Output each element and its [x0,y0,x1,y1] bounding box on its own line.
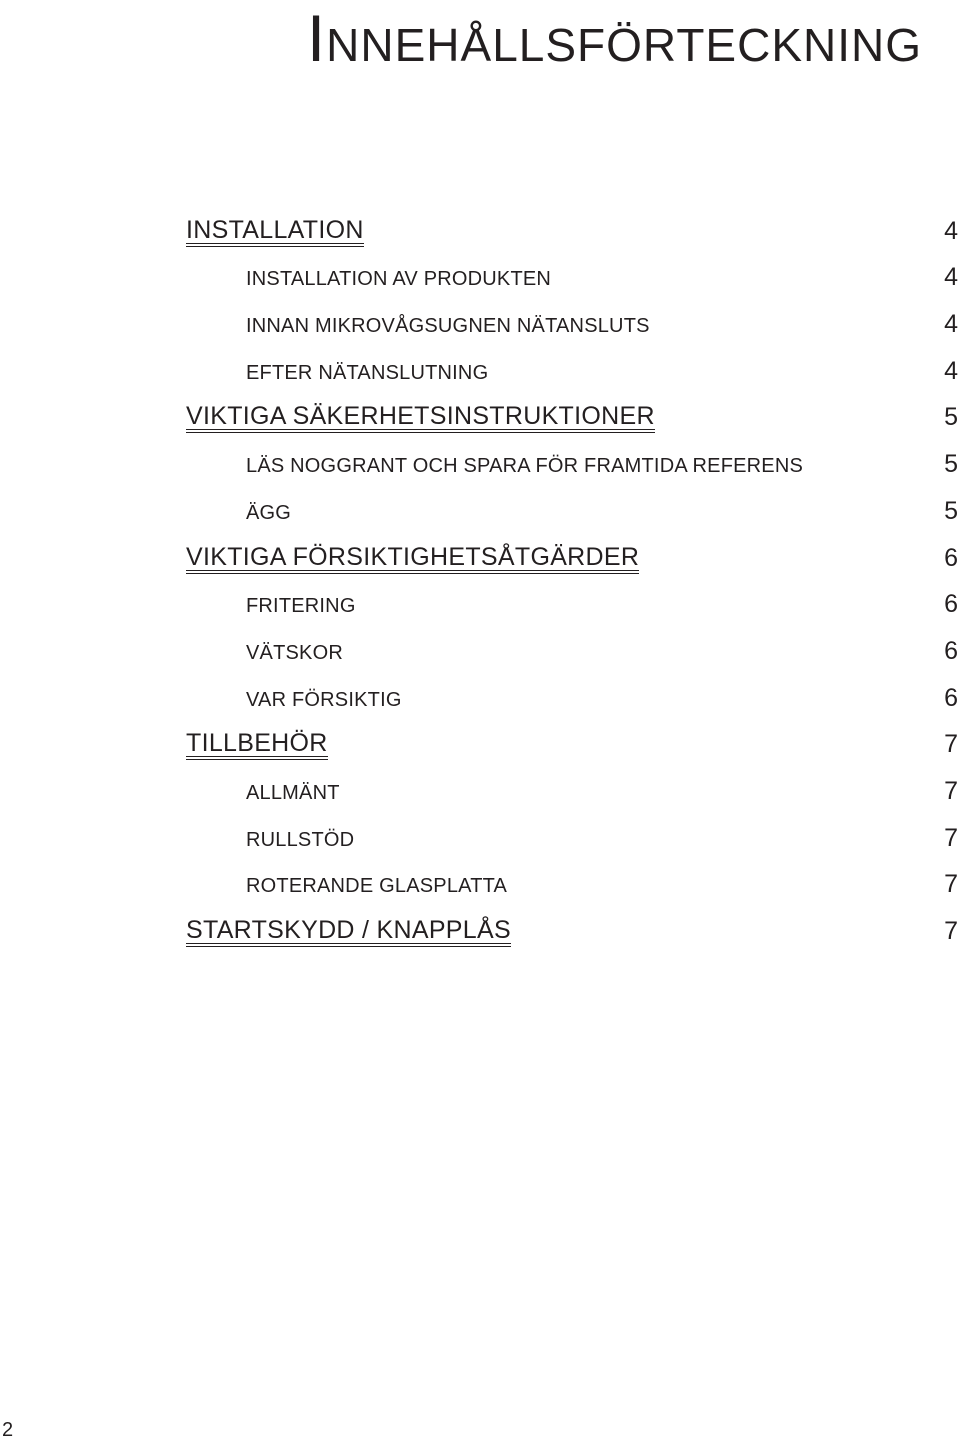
toc-entry[interactable] [186,303,958,350]
toc-page-number: 5 [944,403,958,432]
toc-page-number: 6 [944,590,958,619]
toc-entry[interactable] [186,724,958,771]
toc-page-number: 5 [944,496,958,525]
toc-entry[interactable] [186,677,958,724]
toc-subheading-label[interactable]: VAR FÖRSIKTIG [246,688,402,711]
toc-page-number: 7 [944,917,958,945]
toc-subheading-label[interactable]: ROTERANDE GLASPLATTA [246,875,508,898]
toc-page-number: 6 [944,683,958,712]
table-of-contents [186,210,958,957]
toc-page-number: 4 [944,356,958,385]
toc-subheading-label[interactable]: VÄTSKOR [246,641,343,664]
page-title: Innehållsförteckning [306,1,922,75]
toc-entry[interactable] [186,910,958,957]
toc-subheading-label[interactable]: INSTALLATION AV PRODUKTEN [246,268,552,291]
toc-entry[interactable] [186,397,958,444]
toc-page-number: 4 [944,216,958,245]
toc-entry[interactable] [186,210,958,257]
toc-entry[interactable] [186,584,958,631]
toc-page-number: 7 [944,870,958,899]
toc-subheading-label[interactable]: EFTER NÄTANSLUTNING [246,361,489,384]
toc-subheading-label[interactable]: ALLMÄNT [246,781,340,804]
toc-entry[interactable] [186,490,958,537]
toc-subheading-label[interactable]: RULLSTÖD [246,828,355,851]
toc-page-number: 4 [944,310,958,339]
toc-entry[interactable] [186,257,958,304]
page-number: 2 [2,1419,14,1441]
toc-subheading-label[interactable]: ÄGG [246,501,292,524]
toc-entry[interactable] [186,817,958,864]
toc-entry[interactable] [186,537,958,584]
toc-page-number: 6 [944,543,958,572]
toc-entry[interactable] [186,443,958,490]
toc-heading-label[interactable]: TILLBEHÖR [186,730,328,760]
toc-heading-label[interactable]: INSTALLATION [186,217,364,247]
toc-heading-label[interactable]: VIKTIGA SÄKERHETSINSTRUKTIONER [186,403,655,433]
toc-entry[interactable] [186,770,958,817]
toc-page-number: 7 [944,823,958,852]
toc-subheading-label[interactable]: FRITERING [246,595,356,618]
toc-page-number: 5 [944,450,958,479]
toc-entry[interactable] [186,630,958,677]
toc-page-number: 7 [944,776,958,805]
toc-entry[interactable] [186,350,958,397]
toc-subheading-label[interactable]: INNAN MIKROVÅGSUGNEN NÄTANSLUTS [246,315,650,338]
toc-heading-label[interactable]: VIKTIGA FÖRSIKTIGHETSÅTGÄRDER [186,544,639,574]
toc-entry[interactable] [186,864,958,911]
toc-page-number: 4 [944,263,958,292]
toc-page-number: 6 [944,636,958,665]
toc-heading-label[interactable]: STARTSKYDD / KNAPPLÅS [186,917,511,947]
toc-subheading-label[interactable]: LÄS NOGGRANT OCH SPARA FÖR FRAMTIDA REFERENS [246,455,804,478]
toc-page-number: 7 [944,730,958,759]
